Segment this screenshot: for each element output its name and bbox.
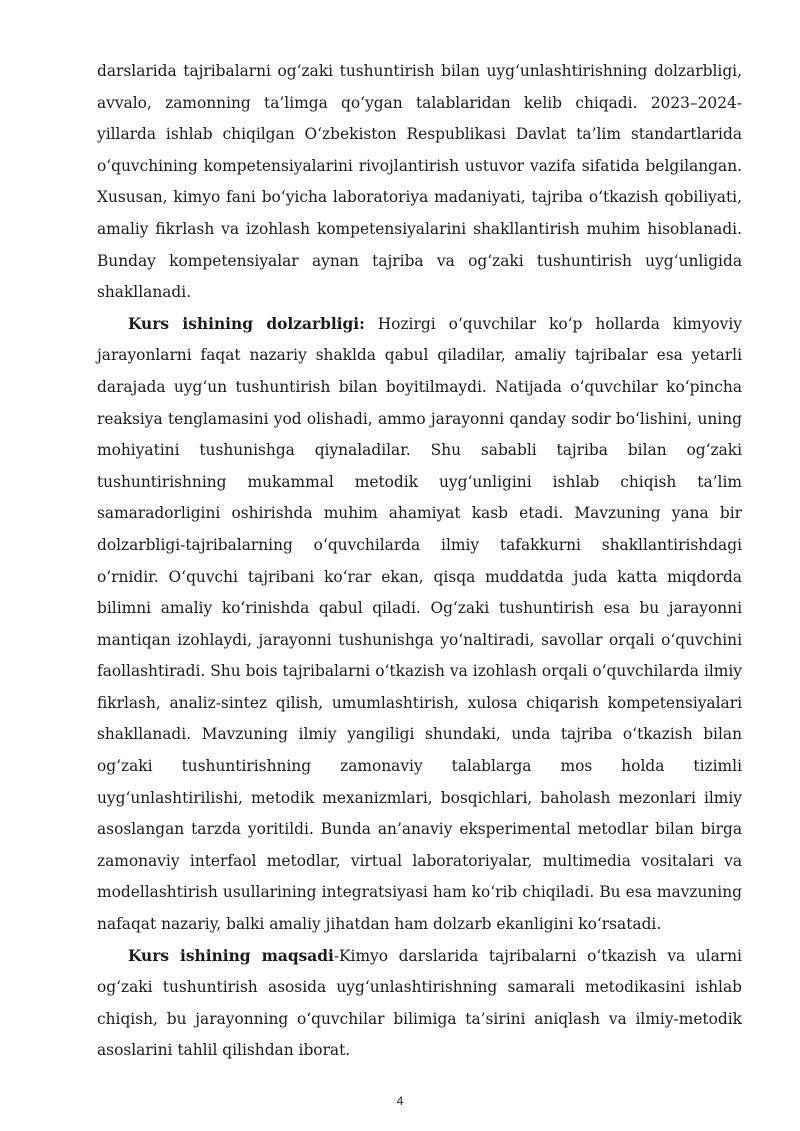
paragraph-goal: [97, 941, 742, 1067]
paragraph-text: Hozirgi o‘quvchilar ko‘p hollarda kimyoviy jarayonlarni faqat nazariy shaklda qabul qiladilar, amaliy tajribalar esa yetarli darajada uyg‘un tushuntirish bilan boyitilmaydi. Natijada o‘quvchilar ko‘pincha reaksiya tenglamasini yod olishadi, ammo jarayonni qanday sodir bo‘lishini, uning mohiyatini tushunishga qiynaladilar. Shu sababli tajriba bilan og‘zaki tushuntirishning mukammal metodik uyg‘unligini ishlab chiqish ta’lim samaradorligini oshirishda muhim ahamiyat kasb etadi. Mavzuning yana bir dolzarbligi-tajribalarning o‘quvchilarda ilmiy tafakkurni shakllantirishdagi o‘rnidir. O‘quvchi tajribani ko‘rar ekan, qisqa muddatda juda katta miqdorda bilimni amaliy ko‘rinishda qabul qiladi. Og‘zaki tushuntirish esa bu jarayonni mantiqan izohlaydi, jarayonni tushunishga yo‘naltiradi, savollar orqali o‘quvchini faollashtiradi. Shu bois tajribalarni o‘tkazish va izohlash orqali o‘quvchilarda ilmiy fikrlash, analiz-sintez qilish, umumlashtirish, xulosa chiqarish kompetensiyalari shakllanadi. Mavzuning ilmiy yangiligi shundaki, unda tajriba o‘tkazish bilan og‘zaki tushuntirishning zamonaviy talablarga mos holda tizimli uyg‘unlashtirilishi, metodik mexanizmlari, bosqichlari, baholash mezonlari ilmiy asoslangan tarzda yoritildi. Bunda an’anaviy eksperimental metodlar bilan birga zamonaviy interfaol metodlar, virtual laboratoriyalar, multimedia vositalari va modellashtirish usullarining integratsiyasi ham ko‘rib chiqiladi. Bu esa mavzuning nafaqat nazariy, balki amaliy jihatdan ham dolzarb ekanligini ko‘rsatadi.: [97, 314, 742, 934]
paragraph-intro-continuation: [97, 56, 742, 309]
document-page: [97, 56, 742, 1067]
paragraph-text: darslarida tajribalarni og‘zaki tushuntirish bilan uyg‘unlashtirishning dolzarbligi, avvalo, zamonning ta’limga qo‘ygan talablaridan kelib chiqadi. 2023–2024-yillarda ishlab chiqilgan O‘zbekiston Respublikasi Davlat ta’lim standartlarida o‘quvchining kompetensiyalarini rivojlantirish ustuvor vazifa sifatida belgilangan. Xususan, kimyo fani bo‘yicha laboratoriya madaniyati, tajriba o‘tkazish qobiliyati, amaliy fikrlash va izohlash kompetensiyalarini shakllantirish muhim hisoblanadi. Bunday kompetensiyalar aynan tajriba va og‘zaki tushuntirish uyg‘unligida shakllanadi.: [97, 62, 742, 302]
page-number: 4: [396, 1094, 404, 1108]
paragraph-text: -Kimyo darslarida tajribalarni o‘tkazish va ularni og‘zaki tushuntirish asosida uyg‘unlashtirishning samarali metodikasini ishlab chiqish, bu jarayonning o‘quvchilar bilimiga ta’sirini aniqlash va ilmiy-metodik asoslarini tahlil qilishdan iborat.: [97, 946, 742, 1060]
goal-heading: Kurs ishining maqsadi: [128, 946, 334, 965]
paragraph-relevance: [97, 309, 742, 941]
relevance-heading: Kurs ishining dolzarbligi:: [128, 314, 365, 333]
